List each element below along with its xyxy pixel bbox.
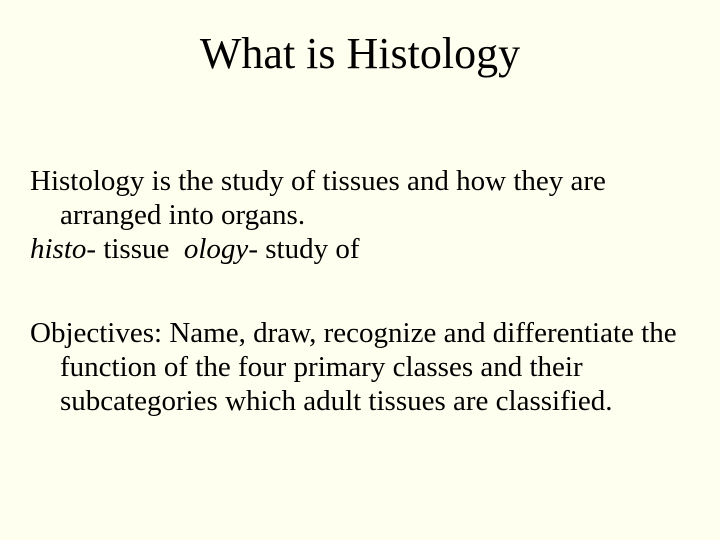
slide-body: [30, 164, 690, 418]
etymology-root-ology: ology: [183, 233, 249, 265]
etymology-meaning-study: - study of: [248, 233, 360, 265]
etymology-meaning-tissue: - tissue: [86, 233, 170, 265]
spacer: [30, 266, 690, 316]
etymology-line: [30, 232, 690, 266]
etymology-root-histo: histo: [30, 233, 87, 265]
definition-text: Histology is the study of tissues and how they are arranged into organs.: [30, 165, 606, 231]
objectives-text: Objectives: Name, draw, recognize and differentiate the function of the four primary classes and their subcategories which adult tissues are classified.: [30, 317, 677, 417]
slide-title: What is Histology: [199, 29, 521, 78]
